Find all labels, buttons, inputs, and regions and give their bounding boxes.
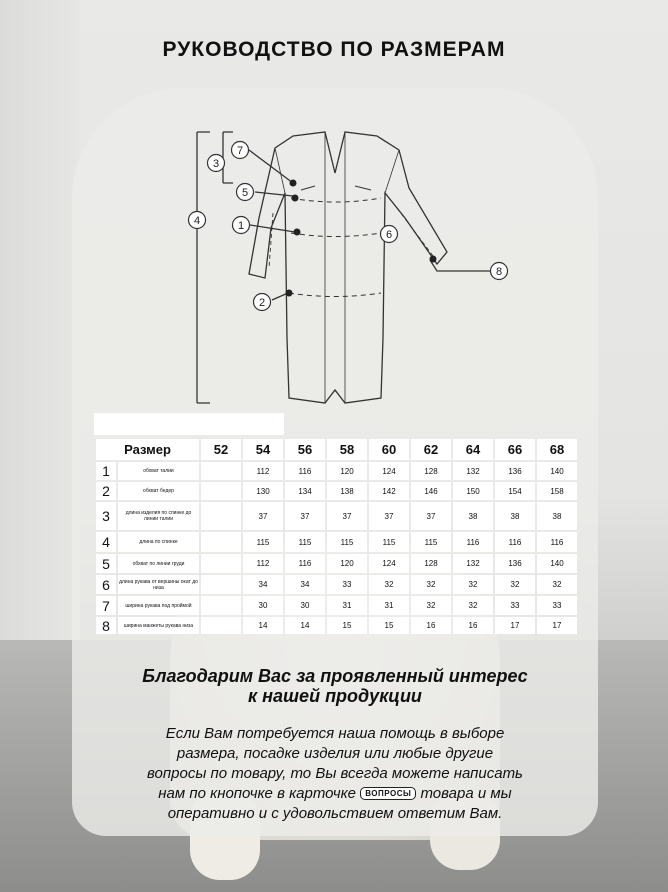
row-index: 1 — [96, 462, 116, 480]
table-cell: 150 — [453, 482, 493, 500]
row-parameter: обхват талии — [118, 462, 199, 480]
garment-measurement-diagram — [185, 128, 515, 413]
table-row — [96, 596, 577, 615]
info-text — [100, 724, 570, 824]
table-cell: 32 — [411, 575, 451, 594]
row-index: 4 — [96, 532, 116, 552]
table-cell: 15 — [327, 617, 367, 634]
table-cell: 33 — [537, 596, 577, 615]
table-cell: 34 — [243, 575, 283, 594]
table-cell: 112 — [243, 554, 283, 573]
table-cell: 115 — [411, 532, 451, 552]
table-cell — [201, 502, 241, 530]
table-cell: 120 — [327, 462, 367, 480]
table-cell — [201, 554, 241, 573]
table-cell: 120 — [327, 554, 367, 573]
marker-4: 4 — [193, 215, 201, 227]
row-index: 5 — [96, 554, 116, 573]
info-line-part: товара и мы — [420, 785, 512, 802]
table-cell: 16 — [411, 617, 451, 634]
size-column-header: 64 — [453, 439, 493, 460]
size-column-header: 56 — [285, 439, 325, 460]
thanks-line: Благодарим Вас за проявленный интерес — [142, 666, 528, 686]
table-cell: 30 — [243, 596, 283, 615]
marker-2: 2 — [258, 297, 266, 309]
table-cell: 146 — [411, 482, 451, 500]
table-cell: 37 — [285, 502, 325, 530]
table-row — [96, 575, 577, 594]
table-cell: 140 — [537, 462, 577, 480]
table-cell: 128 — [411, 462, 451, 480]
table-cell: 32 — [537, 575, 577, 594]
row-index: 8 — [96, 617, 116, 634]
table-cell: 33 — [495, 596, 535, 615]
size-column-header: 58 — [327, 439, 367, 460]
marker-8: 8 — [495, 266, 503, 278]
table-cell: 17 — [537, 617, 577, 634]
row-parameter: ширина рукава под проймой — [118, 596, 199, 615]
table-cell: 32 — [495, 575, 535, 594]
table-row — [96, 462, 577, 480]
info-line-part: нам по кнопочке в карточке — [158, 785, 357, 802]
table-cell — [201, 596, 241, 615]
info-line: оперативно и с удовольствием ответим Вам. — [167, 805, 503, 822]
marker-5: 5 — [241, 187, 249, 199]
table-cell: 116 — [285, 554, 325, 573]
table-cell — [201, 575, 241, 594]
row-index: 7 — [96, 596, 116, 615]
table-cell: 132 — [453, 462, 493, 480]
size-column-header: 60 — [369, 439, 409, 460]
table-cell: 132 — [453, 554, 493, 573]
table-cell: 32 — [411, 596, 451, 615]
table-cell: 31 — [369, 596, 409, 615]
table-cell: 130 — [243, 482, 283, 500]
table-cell: 14 — [243, 617, 283, 634]
marker-3: 3 — [212, 158, 220, 170]
table-cell: 16 — [453, 617, 493, 634]
table-cell: 124 — [369, 554, 409, 573]
size-column-header: 54 — [243, 439, 283, 460]
table-row — [96, 532, 577, 552]
row-parameter: обхват бедер — [118, 482, 199, 500]
page-title: РУКОВОДСТВО ПО РАЗМЕРАМ — [162, 38, 506, 61]
thanks-heading — [90, 666, 580, 706]
table-cell: 116 — [285, 462, 325, 480]
row-index: 3 — [96, 502, 116, 530]
table-cell: 15 — [369, 617, 409, 634]
size-column-header: 66 — [495, 439, 535, 460]
table-row — [96, 617, 577, 634]
table-cell: 116 — [453, 532, 493, 552]
table-cell: 37 — [411, 502, 451, 530]
info-line: вопросы по товару, то Вы всегда можете написать — [147, 765, 523, 782]
table-cell: 116 — [495, 532, 535, 552]
row-parameter: длина изделия по спинке до линии талии — [118, 502, 199, 530]
table-cell: 32 — [453, 596, 493, 615]
table-row — [96, 502, 577, 530]
table-cell: 124 — [369, 462, 409, 480]
table-cell: 33 — [327, 575, 367, 594]
table-cell — [201, 532, 241, 552]
table-cell: 30 — [285, 596, 325, 615]
row-parameter: обхват по линии груди — [118, 554, 199, 573]
table-cell: 140 — [537, 554, 577, 573]
table-cell: 31 — [327, 596, 367, 615]
table-cell: 134 — [285, 482, 325, 500]
table-cell: 115 — [369, 532, 409, 552]
size-column-header: 68 — [537, 439, 577, 460]
table-cell: 14 — [285, 617, 325, 634]
table-cell: 17 — [495, 617, 535, 634]
size-column-header: 52 — [201, 439, 241, 460]
table-cell: 37 — [369, 502, 409, 530]
row-parameter: ширина манжеты рукава низа — [118, 617, 199, 634]
table-cell: 32 — [369, 575, 409, 594]
table-cell — [201, 482, 241, 500]
size-header-label: Размер — [96, 439, 199, 460]
table-cell: 128 — [411, 554, 451, 573]
table-cell: 115 — [243, 532, 283, 552]
table-cell: 115 — [285, 532, 325, 552]
info-line — [100, 784, 570, 804]
table-header-row — [96, 439, 577, 460]
table-cell: 154 — [495, 482, 535, 500]
table-blank-header-strip — [94, 413, 284, 435]
row-index: 2 — [96, 482, 116, 500]
table-row — [96, 554, 577, 573]
thanks-line: к нашей продукции — [248, 686, 422, 706]
info-line: Если Вам потребуется наша помощь в выборе — [165, 725, 505, 742]
table-cell: 37 — [243, 502, 283, 530]
table-cell: 138 — [327, 482, 367, 500]
table-row — [96, 482, 577, 500]
info-line: размера, посадке изделия или любые другие — [176, 745, 494, 762]
row-parameter: длина рукава от вершины окат до низа — [118, 575, 199, 594]
table-cell — [201, 617, 241, 634]
table-cell — [201, 462, 241, 480]
row-index: 6 — [96, 575, 116, 594]
table-cell: 112 — [243, 462, 283, 480]
table-cell: 115 — [327, 532, 367, 552]
table-cell: 32 — [453, 575, 493, 594]
table-cell: 38 — [537, 502, 577, 530]
size-column-header: 62 — [411, 439, 451, 460]
questions-button[interactable]: ВОПРОСЫ — [360, 787, 416, 800]
table-cell: 142 — [369, 482, 409, 500]
size-table — [94, 437, 579, 636]
row-parameter: длина по спинке — [118, 532, 199, 552]
marker-1: 1 — [237, 220, 245, 232]
table-cell: 38 — [453, 502, 493, 530]
table-cell: 37 — [327, 502, 367, 530]
marker-6: 6 — [385, 229, 393, 241]
table-cell: 34 — [285, 575, 325, 594]
table-cell: 158 — [537, 482, 577, 500]
table-cell: 136 — [495, 462, 535, 480]
marker-7: 7 — [236, 145, 244, 157]
table-cell: 136 — [495, 554, 535, 573]
table-cell: 38 — [495, 502, 535, 530]
table-cell: 116 — [537, 532, 577, 552]
